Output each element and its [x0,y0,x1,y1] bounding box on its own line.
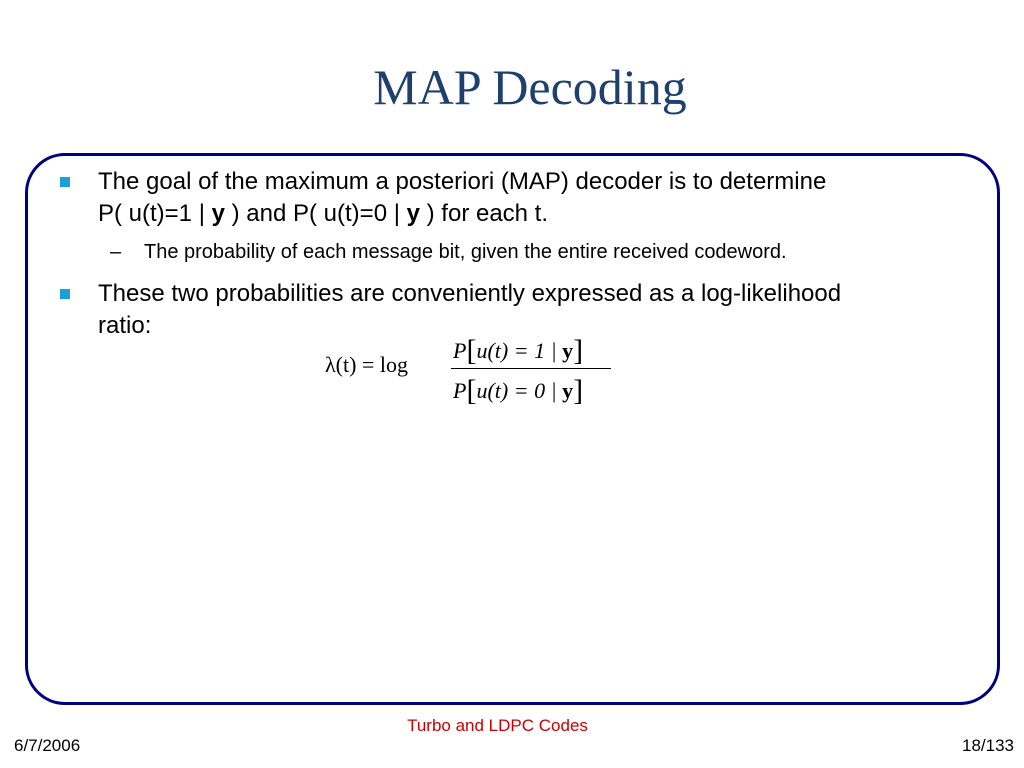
bold-y: y [211,200,225,227]
footer-title: Turbo and LDPC Codes [407,716,588,735]
right-bracket: ] [573,334,584,367]
llr-equation [325,332,625,412]
content-box [25,153,1000,705]
dash-marker: – [110,241,122,263]
equation-denominator [453,372,583,406]
prob-symbol: P [453,378,467,403]
text-span: ) and P( u(t)=0 | [224,200,407,227]
bullet-1 [62,166,982,230]
numerator-body: u(t) = 1 | [476,338,563,363]
fraction-bar [451,368,611,369]
footer-page-number: 18/133 [962,736,1014,755]
text-span: ) for each t. [419,200,549,227]
prob-symbol: P [453,338,467,363]
bullet-1-line-1: The goal of the maximum a posteriori (MAP) decoder is to determine [98,168,827,195]
slide-title: MAP Decoding [373,59,687,115]
bold-y: y [406,200,420,227]
text-span: P( u(t)=1 | [98,200,212,227]
square-bullet-icon [60,177,70,187]
equation-lhs: λ(t) = log [325,352,408,377]
bold-y: y [562,338,574,363]
right-bracket: ] [573,374,584,407]
equation-numerator [453,332,583,366]
left-bracket: [ [466,374,477,407]
sub-bullet-text: The probability of each message bit, given the entire received codeword. [144,241,787,263]
bullet-1-line-2 [98,198,982,230]
denominator-body: u(t) = 0 | [476,378,563,403]
footer-date: 6/7/2006 [14,736,81,755]
bullet-1-text [98,166,982,230]
left-bracket: [ [466,334,477,367]
bold-y: y [562,378,574,403]
square-bullet-icon [60,289,70,299]
bullet-2-line-2: ratio: [98,312,152,339]
bullet-2-line-1: These two probabilities are conveniently expressed as a log-likelihood [98,280,842,307]
